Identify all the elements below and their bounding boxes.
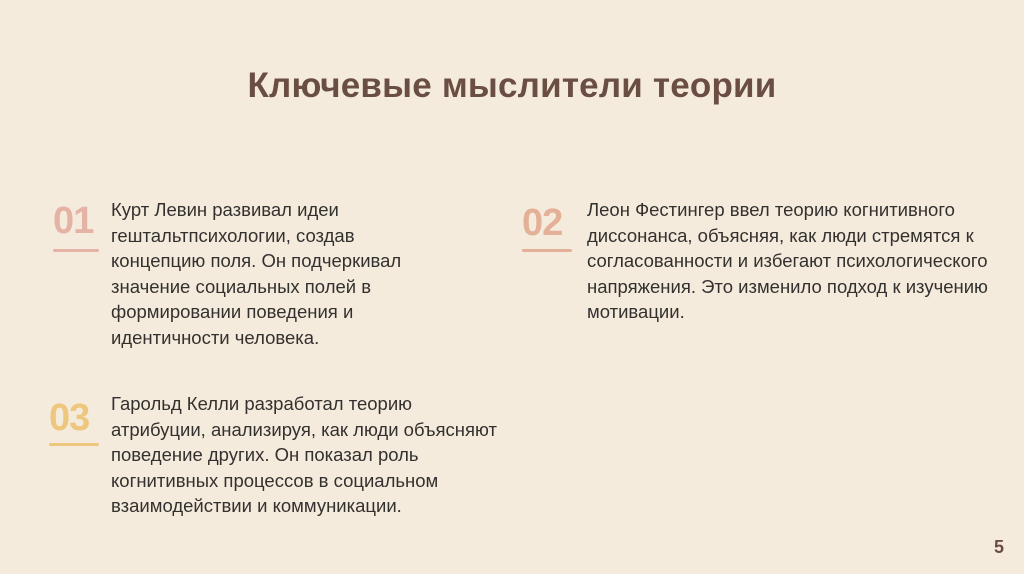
item-number-01: 01 (53, 200, 94, 242)
item-text-02: Леон Фестингер ввел теорию когнитивного диссонанса, объясняя, как люди стремятся к согласованности и избегают психологического напряжения. Это изменило подход к изучению мотивации. (587, 199, 988, 323)
item-number-underline-01 (53, 249, 99, 252)
item-number-02: 02 (522, 202, 563, 244)
item-number-underline-03 (49, 443, 99, 446)
item-number-underline-02 (522, 249, 572, 252)
item-text-01: Курт Левин развивал идеи гештальтпсихологии, создав концепцию поля. Он подчеркивал значение социальных полей в формировании поведения и идентичности человека. (111, 199, 402, 348)
slide-title: Ключевые мыслители теории (247, 66, 777, 105)
item-text-03: Гарольд Келли разработал теорию атрибуции, анализируя, как люди объясняют поведение других. Он показал роль когнитивных процессов в социальном взаимодействии и коммуникации. (111, 393, 497, 517)
item-number-03: 03 (49, 397, 90, 439)
page-number: 5 (993, 537, 1004, 557)
